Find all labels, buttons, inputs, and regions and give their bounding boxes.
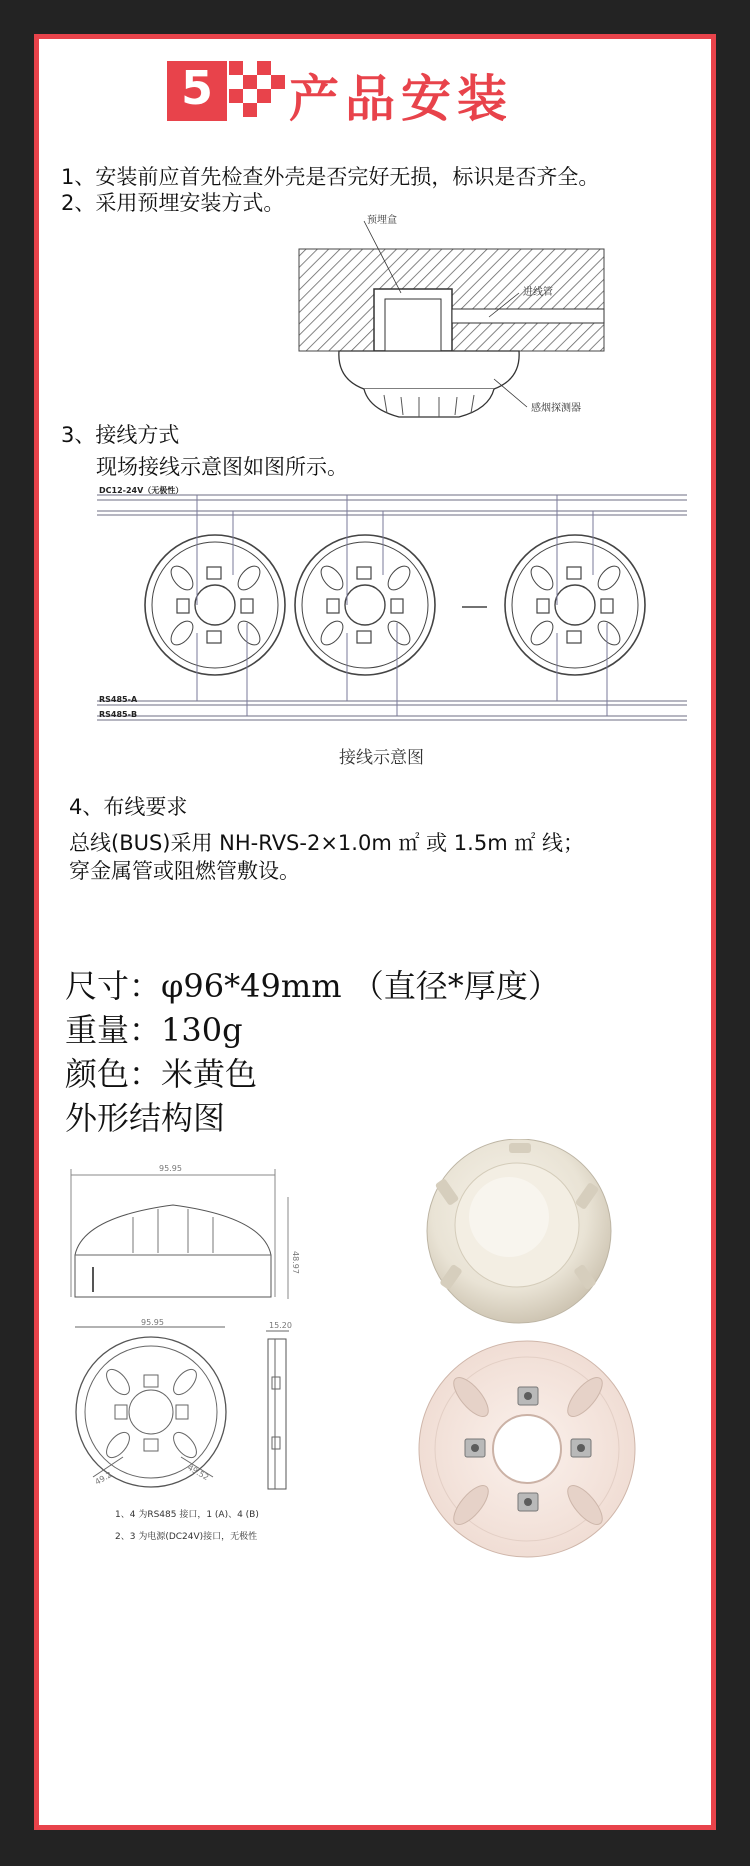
product-photos [359,1139,689,1559]
spec-weight: 重量：130g [65,1011,243,1049]
box-label: 预埋盒 [367,215,397,226]
drawing-note-2: 2、3 为电源(DC24V)接口，无极性 [115,1532,258,1542]
dimension-a: 49.2 [93,1470,114,1487]
detector-base-photo [419,1341,635,1557]
cabling-line-2: 穿金属管或阻燃管敷设。 [69,859,300,883]
detector-base-3 [505,535,645,675]
detector-body [339,351,519,389]
wiring-heading: 3、接线方式 [61,423,180,447]
cabling-line-1: 总线(BUS)采用 NH-RVS-2×1.0m ㎡ 或 1.5m ㎡ 线； [69,831,585,855]
detector-label: 感烟探测器 [531,403,581,414]
spec-structure: 外形结构图 [65,1099,226,1137]
install-item-2: 2、采用预埋安装方式。 [61,191,285,215]
rs485a-label: RS485-A [99,695,138,704]
spec-size: 尺寸：φ96*49mm （直径*厚度） [65,967,560,1005]
power-bus-label: DC12-24V（无极性） [99,486,184,495]
dimension-b: 49.52 [186,1462,211,1483]
section-number-badge [167,61,227,121]
install-diagram [289,209,619,449]
wiring-caption: 接线示意图 [339,748,424,768]
section-title: 产品安装 [289,70,513,128]
width-dimension: 95.95 [159,1164,182,1173]
side-dimension: 15.20 [269,1321,292,1330]
section-number: 5 [180,61,213,115]
drawing-note-1: 1、4 为RS485 接口，1 (A)、4 (B) [115,1510,259,1520]
rs485b-label: RS485-B [99,710,138,719]
height-dimension: 48.97 [291,1251,300,1274]
side-profile-drawing [63,1157,323,1307]
content-frame [34,34,716,1830]
detector-head-photo [427,1139,611,1323]
conduit-pipe [452,309,604,323]
base-dimension: 95.95 [141,1318,164,1327]
detector-base-2 [295,535,435,675]
wiring-diagram [97,483,689,731]
install-item-1: 1、安装前应首先检查外壳是否完好无损，标识是否齐全。 [61,165,600,189]
detector-base-1 [145,535,285,675]
pipe-label: 进线管 [523,287,553,298]
base-top-drawing [63,1317,333,1547]
cabling-heading: 4、布线要求 [69,795,188,819]
wire-drops [197,495,607,716]
wiring-description: 现场接线示意图如图所示。 [96,455,348,479]
spec-color: 颜色：米黄色 [65,1055,258,1093]
